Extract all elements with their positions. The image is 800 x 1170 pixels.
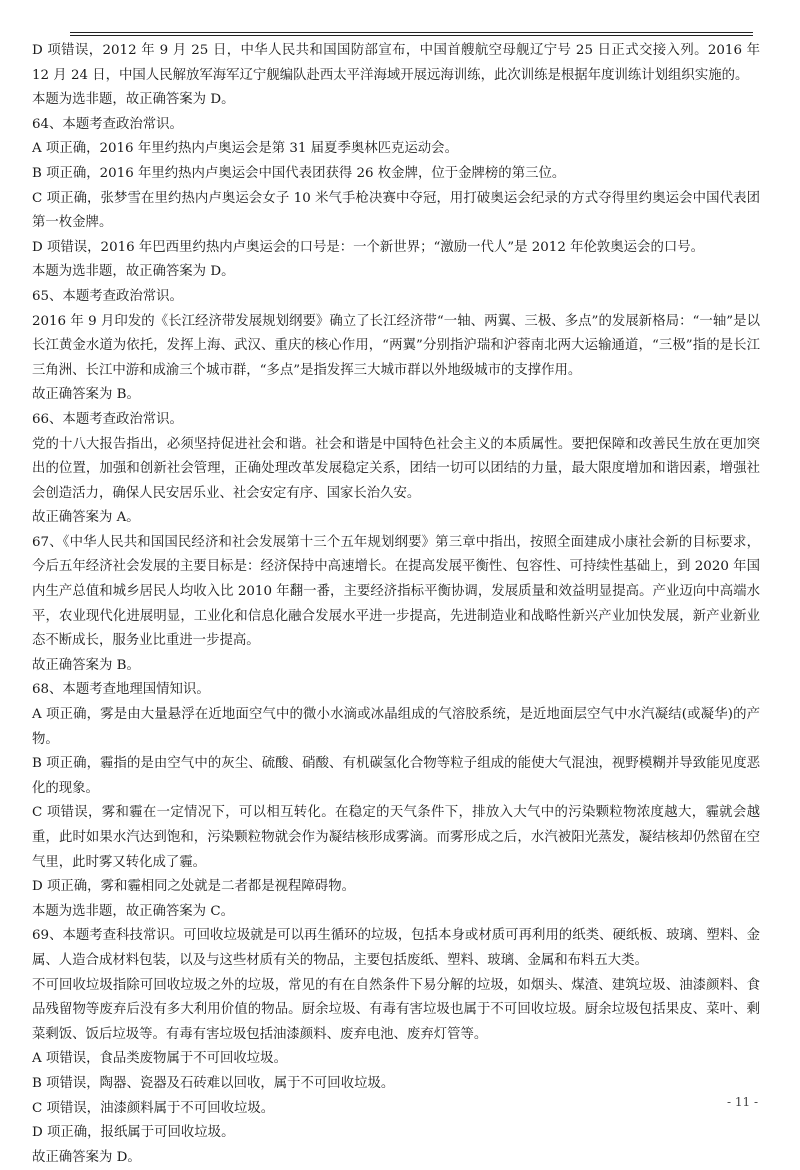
header-rule-thick: [70, 32, 753, 33]
header-rule-thin: [70, 35, 753, 36]
paragraph: B 项正确，霾指的是由空气中的灰尘、硫酸、硝酸、有机碳氢化合物等粒子组成的能使大气混浊，视野模糊并导致能见度恶化的现象。: [32, 756, 760, 796]
paragraph: 67、《中华人民共和国国民经济和社会发展第十三个五年规划纲要》第三章中指出，按照全面建成小康社会新的目标要求，今后五年经济社会发展的主要目标是：经济保持中高速增长。在提高发展平衡性、包容性、可持续性基础上，到 2020 年国内生产总值和城乡居民人均收入比 2010 年翻一番，主要经济指标平衡协调，发展质量和效益明显提高。产业迈向中高端水平，农业现代化进展明显，工业化和信息化融合发展水平进一步提高，先进制造业和战略性新兴产业加快发展，新产业新业态不断成长，服务业比重进一步提高。: [32, 534, 760, 649]
paragraph: C 项错误，油漆颜料属于不可回收垃圾。: [32, 1100, 275, 1116]
paragraph: 本题为选非题，故正确答案为 C。: [32, 903, 234, 919]
paragraph: A 项正确，2016 年里约热内卢奥运会是第 31 届夏季奥林匹克运动会。: [32, 141, 458, 157]
paragraph: D 项正确，报纸属于可回收垃圾。: [32, 1125, 235, 1141]
paragraph: D 项正确，雾和霾相同之处就是二者都是视程障碍物。: [32, 879, 355, 895]
paragraph: 党的十八大报告指出，必须坚持促进社会和谐。社会和谐是中国特色社会主义的本质属性。要把保障和改善民生放在更加突出的位置，加强和创新社会管理，正确处理改革发展稳定关系，团结一切可以团结的力量，最大限度增加和谐因素，增强社会创造活力，确保人民安居乐业、社会安定有序、国家长治久安。: [32, 436, 760, 501]
paragraph: 2016 年 9 月印发的《长江经济带发展规划纲要》确立了长江经济带“一轴、两翼、三极、多点”的发展新格局：“一轴”是以长江黄金水道为依托，发挥上海、武汉、重庆的核心作用，“两翼”分别指沪瑞和沪蓉南北两大运输通道，“三极”指的是长江三角洲、长江中游和成渝三个城市群，“多点”是指发挥三大城市群以外地级城市的支撑作用。: [32, 313, 760, 378]
paragraph: 故正确答案为 D。: [32, 1149, 141, 1165]
page-body: [32, 39, 760, 1170]
paragraph: 66、本题考查政治常识。: [32, 411, 183, 427]
paragraph: C 项错误，雾和霾在一定情况下，可以相互转化。在稳定的天气条件下，排放入大气中的污染颗粒物浓度越大，霾就会越重，此时如果水汽达到饱和，污染颗粒物就会作为凝结核形成雾滴。而雾形成之后，水汽被阳光蒸发，凝结核却仍然留在空气里，此时雾又转化成了霾。: [32, 805, 760, 870]
paragraph: C 项正确，张梦雪在里约热内卢奥运会女子 10 米气手枪决赛中夺冠，用打破奥运会纪录的方式夺得里约奥运会中国代表团第一枚金牌。: [32, 190, 760, 231]
paragraph: 65、本题考查政治常识。: [32, 288, 183, 304]
page-number: - 11 -: [726, 1095, 758, 1109]
paragraph: 68、本题考查地理国情知识。: [32, 682, 210, 698]
paragraph: A 项错误，食品类废物属于不可回收垃圾。: [32, 1051, 287, 1067]
paragraph: D 项错误，2012 年 9 月 25 日，中华人民共和国国防部宣布，中国首艘航空母舰辽宁号 25 日正式交接入列。2016 年 12 月 24 日，中国人民解放军海军辽宁舰编队赴西太平洋海域开展远海训练，此次训练是根据年度训练计划组织实施的。: [32, 43, 760, 83]
paragraph: 故正确答案为 B。: [32, 387, 140, 403]
paragraph: 本题为选非题，故正确答案为 D。: [32, 264, 235, 280]
paragraph: B 项正确，2016 年里约热内卢奥运会中国代表团获得 26 枚金牌，位于金牌榜的第三位。: [32, 165, 566, 181]
paragraph: D 项错误，2016 年巴西里约热内卢奥运会的口号是：一个新世界；“激励一代人”是 2012 年伦敦奥运会的口号。: [32, 239, 705, 255]
paragraph: B 项错误，陶器、瓷器及石砖难以回收，属于不可回收垃圾。: [32, 1075, 395, 1091]
paragraph: 64、本题考查政治常识。: [32, 116, 183, 132]
paragraph: 故正确答案为 B。: [32, 657, 140, 673]
paragraph: 本题为选非题，故正确答案为 D。: [32, 92, 235, 108]
paragraph: 不可回收垃圾指除可回收垃圾之外的垃圾，常见的有在自然条件下易分解的垃圾，如烟头、煤渣、建筑垃圾、油漆颜料、食品残留物等废弃后没有多大利用价值的物品。厨余垃圾、有毒有害垃圾也属于不可回收垃圾。厨余垃圾包括果皮、菜叶、剩菜剩饭、饭后垃圾等。有毒有害垃圾包括油漆颜料、废弃电池、废弃灯管等。: [32, 977, 760, 1042]
paragraph: 69、本题考查科技常识。可回收垃圾就是可以再生循环的垃圾，包括本身或材质可再利用的纸类、硬纸板、玻璃、塑料、金属、人造合成材料包装，以及与这些材质有关的物品，主要包括废纸、塑料、玻璃、金属和布料五大类。: [32, 928, 760, 968]
paragraph: A 项正确，雾是由大量悬浮在近地面空气中的微小水滴或冰晶组成的气溶胶系统，是近地面层空气中水汽凝结(或凝华)的产物。: [32, 707, 760, 747]
paragraph: 故正确答案为 A。: [32, 510, 140, 526]
